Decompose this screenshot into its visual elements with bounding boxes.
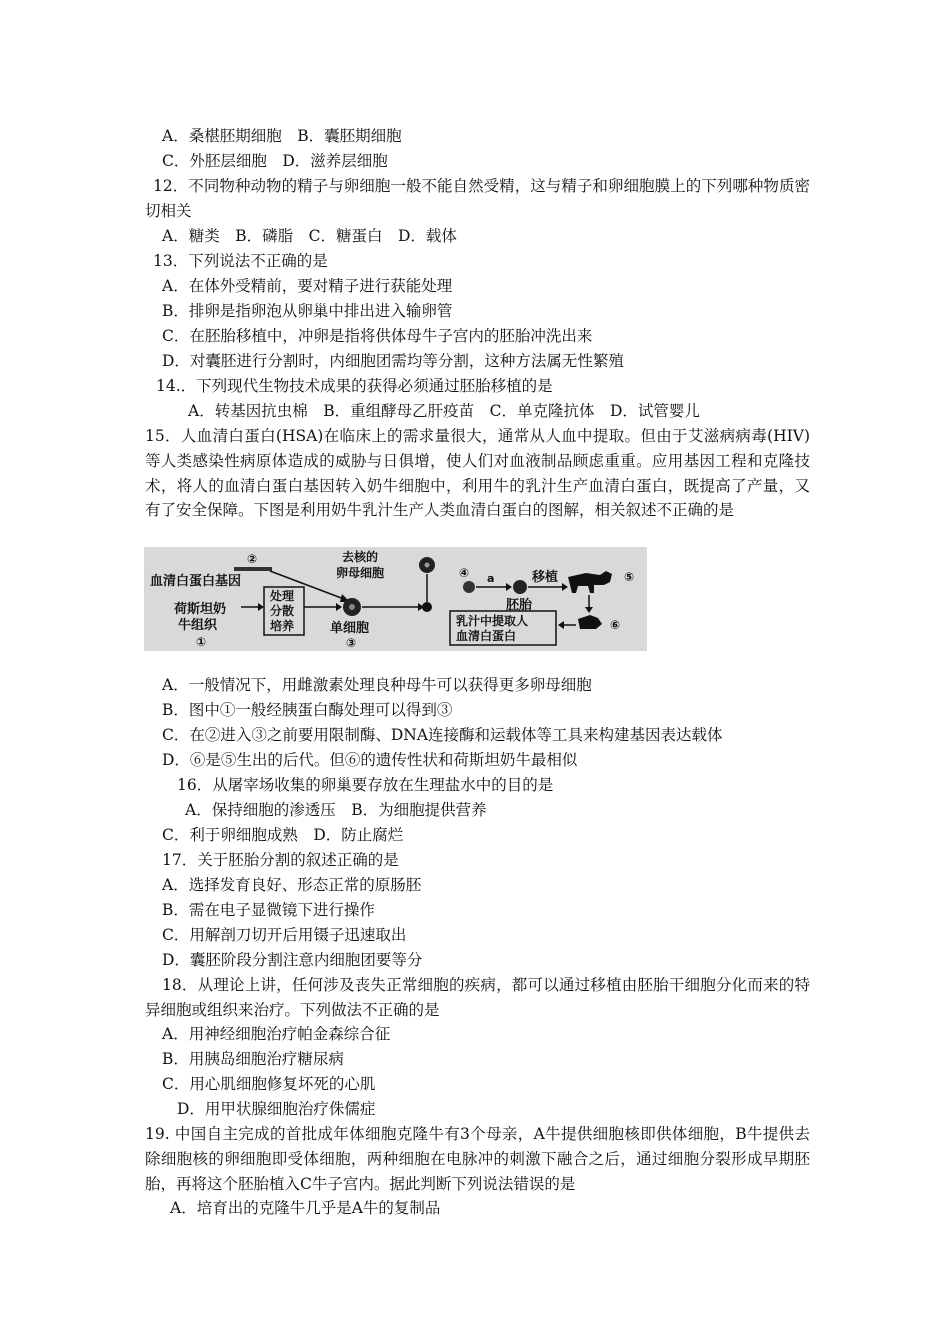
label-transplant: 移植 [532,570,559,585]
q17-option-c: C．用解剖刀切开后用镊子迅速取出 [162,926,407,944]
q18-option-b: B．用胰岛细胞治疗糖尿病 [162,1050,344,1068]
embryo-icon [513,580,527,594]
q11-options-cd: C．外胚层细胞 D．滋养层细胞 [162,152,388,170]
question-14: 14.．下列现代生物技术成果的获得必须通过胚胎移植的是 [156,377,553,395]
q18-option-d: D．用甲状腺细胞治疗侏儒症 [177,1100,376,1118]
label-a: a [487,572,495,585]
label-extract-line1: 乳汁中提取人 [456,614,529,628]
q17-option-d: D．囊胚阶段分割注意内细胞团要等分 [162,951,423,969]
question-18: 18．从理论上讲，任何涉及丧失正常细胞的疾病，都可以通过移植由胚胎干细胞分化而来的特异细胞或组织来治疗。下列做法不正确的是 [145,976,810,1019]
question-15: 15．人血清白蛋白(HSA)在临床上的需求量很大，通常从人血中提取。但由于艾滋病病毒(HIV)等人类感染性病原体造成的威胁与日俱增，使人们对血液制品顾虑重重。应用基因工程和克隆技术，将人的血清白蛋白基因转入奶牛细胞中，利用牛的乳汁生产血清白蛋白，既提高了产量，又有了安全保障。下图是利用奶牛乳汁生产人类血清白蛋白的图解，相关叙述不正确的是 [145,427,810,520]
q15-option-d: D．⑥是⑤生出的后代。但⑥的遗传性状和荷斯坦奶牛最相似 [162,751,578,769]
label-extract-line2: 血清白蛋白 [456,629,517,643]
gene-fragment-icon [234,567,272,571]
label-single-cell: 单细胞 [330,621,370,636]
q14-options: A．转基因抗虫棉 B．重组酵母乙肝疫苗 C．单克隆抗体 D．试管婴儿 [188,402,700,420]
question-16: 16．从屠宰场收集的卵巢要存放在生理盐水中的目的是 [177,776,554,794]
q15-option-b: B．图中①一般经胰蛋白酶处理可以得到③ [162,701,453,719]
q16-options-cd: C．利于卵细胞成熟 D．防止腐烂 [162,826,404,844]
question-17: 17．关于胚胎分割的叙述正确的是 [162,851,399,869]
q17-option-a: A．选择发育良好、形态正常的原肠胚 [162,876,422,894]
question-19: 19. 中国自主完成的首批成年体细胞克隆牛有3个母亲，A牛提供细胞核即供体细胞，B牛提供去除细胞核的卵细胞即受体细胞，两种细胞在电脉冲的刺激下融合之后，通过细胞分裂形成早期胚胎，再将这个胚胎植入C牛子宫内。据此判断下列说法错误的是 [145,1125,810,1193]
label-process-3: 培养 [270,619,295,633]
label-gene: 血清白蛋白基因 [150,574,242,589]
label-oocyte-line2: 卵母细胞 [336,566,385,580]
q16-options-ab: A．保持细胞的渗透压 B．为细胞提供营养 [185,801,487,819]
label-process-1: 处理 [270,589,295,603]
q13-option-d: D．对囊胚进行分割时，内细胞团需均等分割，这种方法属无性繁殖 [162,352,624,370]
q15-option-a: A．一般情况下，用雌激素处理良种母牛可以获得更多卵母细胞 [162,676,592,694]
label-oocyte-line1: 去核的 [342,550,379,564]
q13-option-b: B．排卵是指卵泡从卵巢中排出进入输卵管 [162,302,453,320]
label-mark6: ⑥ [610,618,621,632]
label-tissue-line2: 牛组织 [178,618,218,633]
label-mark5: ⑤ [624,570,635,584]
label-mark1: ① [196,635,207,649]
label-mark4: ④ [459,566,470,580]
label-mark3: ③ [346,636,357,650]
question-12: 12．不同物种动物的精子与卵细胞一般不能自然受精，这与精子和卵细胞膜上的下列哪种物质密切相关 [145,177,810,220]
label-process-2: 分散 [270,604,295,618]
q13-option-a: A．在体外受精前，要对精子进行获能处理 [162,277,453,295]
q18-option-c: C．用心肌细胞修复坏死的心肌 [162,1075,376,1093]
q13-option-c: C．在胚胎移植中，冲卵是指将供体母牛子宫内的胚胎冲洗出来 [162,327,593,345]
label-embryo: 胚胎 [506,598,533,613]
q18-option-a: A．用神经细胞治疗帕金森综合征 [162,1025,391,1043]
recipient-cow-icon [568,571,612,593]
label-tissue-line1: 荷斯坦奶 [174,602,227,617]
q15-option-c: C．在②进入③之前要用限制酶、DNA连接酶和运载体等工具来构建基因表达载体 [162,726,723,744]
question-13: 13．下列说法不正确的是 [153,252,328,270]
label-mark2: ② [247,552,258,566]
hsa-production-diagram [144,547,647,651]
q19-option-a: A．培育出的克隆牛几乎是A牛的复制品 [170,1199,441,1217]
q12-options: A．糖类 B．磷脂 C．糖蛋白 D．载体 [162,227,457,245]
offspring-cow-icon [578,615,602,629]
q11-options-ab: A．桑椹胚期细胞 B．囊胚期细胞 [162,127,402,145]
q17-option-b: B．需在电子显微镜下进行操作 [162,901,375,919]
reconstructed-cell-icon [422,602,432,612]
